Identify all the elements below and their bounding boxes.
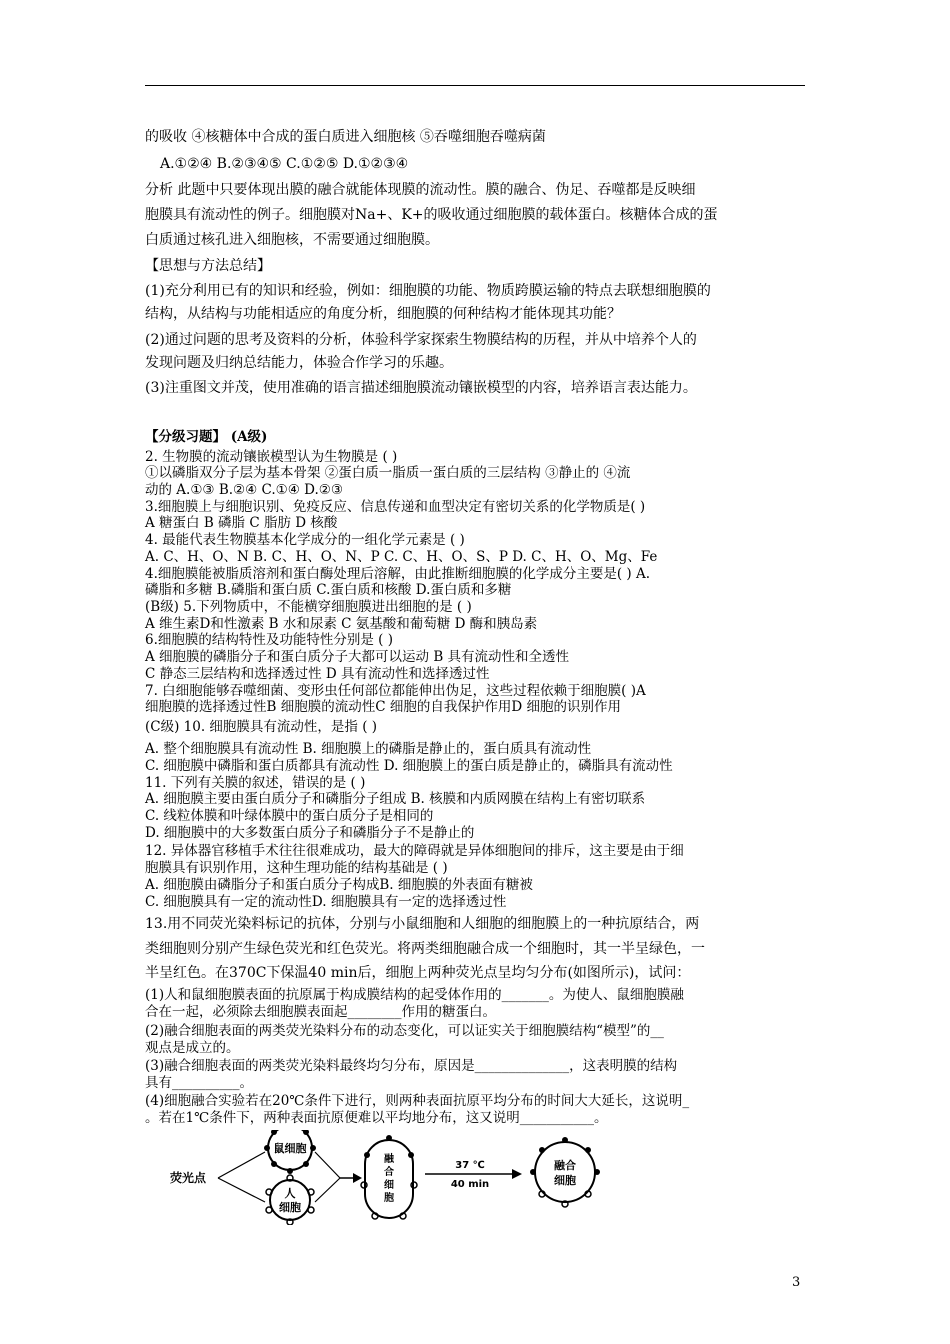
question-line: A 糖蛋白 B 磷脂 C 脂肪 D 核酸: [145, 515, 338, 531]
question-line: 观点是成立的。: [145, 1040, 240, 1056]
question-line: 类细胞则分别产生绿色荧光和红色荧光。将两类细胞融合成一个细胞时，其一半呈绿色，一: [145, 941, 705, 957]
text-line: (1)充分利用已有的知识和经验，例如：细胞膜的功能、物质跨膜运输的特点去联想细胞膜的: [145, 283, 711, 299]
final-fused-cell: [530, 1137, 600, 1207]
question-line: (4)细胞融合实验若在20℃条件下进行，则两种表面抗原平均分布的时间大大延长，这说明_: [145, 1093, 690, 1109]
question-line: A 细胞膜的磷脂分子和蛋白质分子大都可以运动 B 具有流动性和全透性: [145, 649, 570, 665]
text-line: (3)注重图文并茂，使用准确的语言描述细胞膜流动镶嵌模型的内容，培养语言表达能力。: [145, 380, 697, 396]
question-line: C. 细胞膜具有一定的流动性D. 细胞膜具有一定的选择透过性: [145, 894, 507, 910]
fused-cell-label: 合: [384, 1167, 394, 1178]
fused-cell-label: 融: [384, 1154, 394, 1165]
question-line: ①以磷脂双分子层为基本骨架 ②蛋白质一脂质一蛋白质的三层结构 ③静止的 ④流: [145, 465, 631, 481]
question-10: (C级) 10. 细胞膜具有流动性，是指 ( ): [145, 719, 378, 735]
temperature-label: 37 ℃: [455, 1160, 485, 1171]
question-6: 6.细胞膜的结构特性及功能特性分别是 ( ): [145, 632, 393, 648]
human-cell-label-2: 细胞: [279, 1201, 301, 1214]
question-line: 具有__________。: [145, 1075, 253, 1091]
question-12: 12. 异体器官移植手术往往很难成功，最大的障碍就是异体细胞间的排斥，这主要是由于细: [145, 843, 684, 859]
human-cell: [266, 1175, 314, 1225]
question-11: 11. 下列有关膜的叙述，错误的是 ( ): [145, 775, 366, 791]
fluorescent-dot-label: 荧光点: [170, 1171, 207, 1185]
section-heading: 【思想与方法总结】: [145, 258, 271, 274]
question-line: (1)人和鼠细胞膜表面的抗原属于构成膜结构的起受体作用的_______。为使人、鼠细胞膜融: [145, 987, 684, 1003]
question-line: 磷脂和多糖 B.磷脂和蛋白质 C.蛋白质和核酸 D.蛋白质和多糖: [145, 582, 512, 598]
fused-cell-label: 细: [384, 1180, 394, 1191]
text-line: 胞膜具有流动性的例子。细胞膜对Na+、K+的吸收通过细胞膜的载体蛋白。核糖体合成的蛋: [145, 207, 718, 223]
question-line: A. 细胞膜主要由蛋白质分子和磷脂分子组成 B. 核膜和内质网膜在结构上有密切联系: [145, 791, 646, 807]
question-line: C. 线粒体膜和叶绿体膜中的蛋白质分子是相同的: [145, 808, 434, 824]
question-13: 13.用不同荧光染料标记的抗体，分别与小鼠细胞和人细胞的细胞膜上的一种抗原结合，两: [145, 916, 700, 932]
answer-options: A.①②④ B.②③④⑤ C.①②⑤ D.①②③④: [160, 156, 409, 172]
analysis-line: 分析 此题中只要体现出膜的融合就能体现膜的流动性。膜的融合、伪足、吞噬都是反映细: [145, 182, 696, 198]
question-line: A. 整个细胞膜具有流动性 B. 细胞膜上的磷脂是静止的，蛋白质具有流动性: [145, 741, 592, 757]
mouse-cell-label: 鼠细胞: [273, 1142, 307, 1155]
fused-cell-label: 胞: [384, 1193, 394, 1204]
text-line: 的吸收 ④核糖体中合成的蛋白质进入细胞核 ⑤吞噬细胞吞噬病菌: [145, 129, 546, 145]
question-line: 。若在1℃条件下，两种表面抗原便难以平均地分布，这又说明___________。: [145, 1110, 608, 1126]
question-line: A 维生素D和性激素 B 水和尿素 C 氨基酸和葡萄糖 D 酶和胰岛素: [145, 616, 538, 632]
question-3: 3.细胞膜上与细胞识别、免疫反应、信息传递和血型决定有密切关系的化学物质是( ): [145, 499, 646, 515]
text-line: 发现问题及归纳总结能力，体验合作学习的乐趣。: [145, 355, 453, 371]
text-line: 结构，从结构与功能相适应的角度分析，细胞膜的何种结构才能体现其功能？: [145, 306, 621, 322]
question-line: 合在一起，必须除去细胞膜表面起________作用的糖蛋白。: [145, 1004, 496, 1020]
question-5: (B级) 5.下列物质中，不能横穿细胞膜进出细胞的是 ( ): [145, 599, 472, 615]
question-4b: 4.细胞膜能被脂质溶剂和蛋白酶处理后溶解，由此推断细胞膜的化学成分主要是( ) A.: [145, 566, 651, 582]
final-cell-label-2: 细胞: [554, 1174, 576, 1187]
question-line: C. 细胞膜中磷脂和蛋白质都具有流动性 D. 细胞膜上的蛋白质是静止的，磷脂具有流动性: [145, 758, 673, 774]
mouse-cell: [264, 1130, 316, 1174]
header-rule: [145, 85, 805, 86]
page-number: 3: [792, 1275, 801, 1290]
fused-cell: [361, 1135, 417, 1219]
question-line: C 静态三层结构和选择透过性 D 具有流动性和选择透过性: [145, 666, 490, 682]
question-line: D. 细胞膜中的大多数蛋白质分子和磷脂分子不是静止的: [145, 825, 475, 841]
text-line: (2)通过问题的思考及资料的分析，体验科学家探索生物膜结构的历程，并从中培养个人的: [145, 332, 697, 348]
question-4: 4. 最能代表生物膜基本化学成分的一组化学元素是 ( ): [145, 532, 465, 548]
final-cell-label-1: 融合: [554, 1159, 576, 1172]
time-label: 40 min: [450, 1179, 490, 1190]
text-line: 白质通过核孔进入细胞核，不需要通过细胞膜。: [145, 232, 439, 248]
question-line: A. C、H、O、N B. C、H、O、N、P C. C、H、O、S、P D. C、H、O、Mg、Fe: [145, 549, 658, 565]
human-cell-label-1: 人: [284, 1187, 296, 1200]
question-line: (2)融合细胞表面的两类荧光染料分布的动态变化，可以证实关于细胞膜结构“模型”的__: [145, 1023, 664, 1039]
question-2: 2. 生物膜的流动镶嵌模型认为生物膜是 ( ): [145, 449, 398, 465]
question-line: (3)融合细胞表面的两类荧光染料最终均匀分布，原因是______________，这表明膜的结构: [145, 1058, 678, 1074]
question-line: 动的 A.①③ B.②④ C.①④ D.②③: [145, 482, 344, 498]
question-line: 胞膜具有识别作用，这种生理功能的结构基础是 ( ): [145, 860, 448, 876]
question-7: 7. 白细胞能够吞噬细菌、变形虫任何部位都能伸出伪足，这些过程依赖于细胞膜( )A: [145, 683, 646, 699]
section-heading: 【分级习题】 (A级): [145, 429, 268, 445]
cell-fusion-diagram: [170, 1130, 610, 1225]
question-line: 细胞膜的选择透过性B 细胞膜的流动性C 细胞的自我保护作用D 细胞的识别作用: [145, 699, 621, 715]
question-line: 半呈红色。在370C下保温40 min后，细胞上两种荧光点呈均匀分布(如图所示)，试问：: [145, 965, 691, 981]
question-line: A. 细胞膜由磷脂分子和蛋白质分子构成B. 细胞膜的外表面有糖被: [145, 877, 533, 893]
